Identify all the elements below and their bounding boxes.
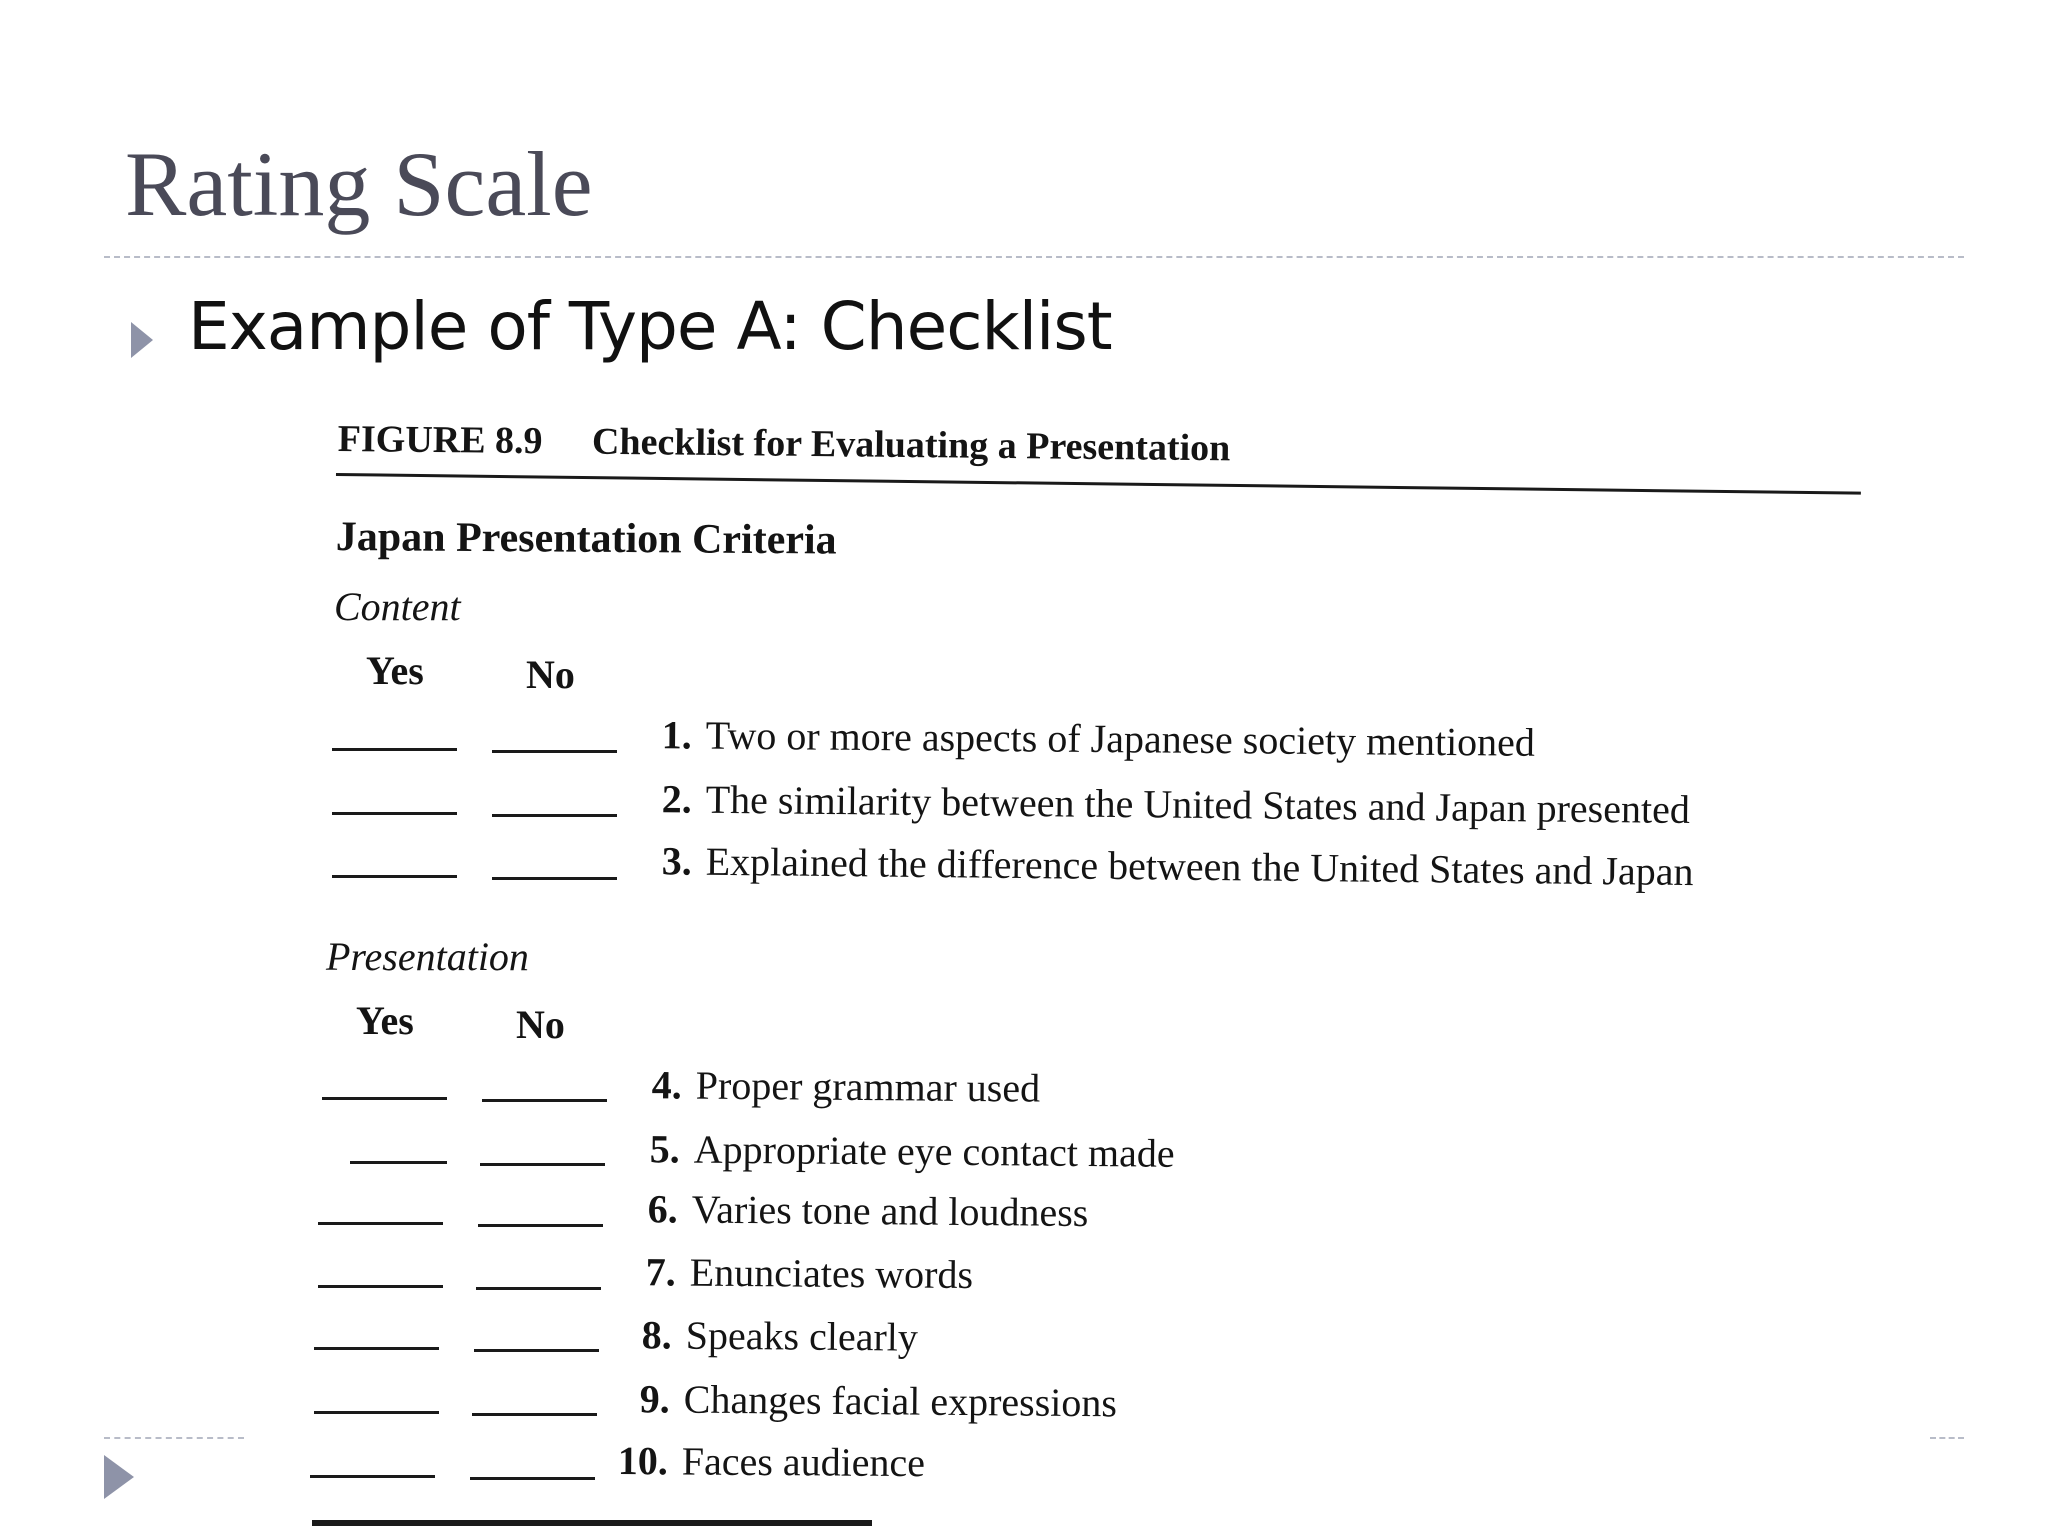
criteria-heading: Japan Presentation Criteria [335,514,837,564]
checklist-item [626,1185,1089,1236]
item-text: Explained the difference between the United States and Japan [705,838,1694,895]
item-text: Appropriate eye contact made [693,1126,1175,1176]
no-blank [492,877,617,880]
item-number: 9. [639,1376,670,1422]
checklist-item [620,1311,919,1361]
column-header-no: No [516,1002,565,1047]
yes-blank [322,1097,447,1100]
footer-divider [104,1437,244,1439]
item-number: 4. [651,1062,682,1108]
footer-divider [1930,1437,1964,1439]
section-label-presentation: Presentation [326,934,529,979]
yes-blank [332,875,457,878]
yes-blank [332,812,457,815]
slide-title: Rating Scale [125,133,593,235]
item-number: 10. [617,1438,668,1484]
yes-blank [350,1161,447,1164]
figure-caption-text: Checklist for Evaluating a Presentation [591,420,1231,470]
no-blank [492,814,617,817]
no-blank [470,1477,595,1480]
item-text: Proper grammar used [695,1062,1041,1111]
item-number: 1. [661,712,692,758]
footer-arrow-icon [104,1455,134,1499]
item-text: The similarity between the United States and Japan presented [705,776,1691,832]
no-blank [482,1099,607,1102]
yes-blank [332,748,457,751]
figure-caption [338,417,1231,470]
checklist-item [616,1437,926,1486]
checklist-item [628,1125,1175,1177]
no-blank [472,1413,597,1416]
bullet-text: Example of Type A: Checklist [188,288,1112,365]
no-blank [492,750,617,753]
checklist-item [630,1061,1041,1112]
item-number: 8. [641,1312,672,1358]
item-number: 6. [647,1186,678,1232]
no-blank [474,1349,599,1352]
section-label-content: Content [334,584,461,629]
yes-blank [318,1222,443,1225]
checklist-item [640,837,1694,895]
item-text: Faces audience [681,1438,926,1486]
item-number: 7. [645,1249,676,1295]
item-number: 2. [661,776,692,822]
item-text: Varies tone and loudness [691,1186,1089,1236]
item-text: Enunciates words [689,1249,974,1298]
checklist-item [640,775,1691,833]
yes-blank [314,1411,439,1414]
figure-rule [336,473,1861,495]
yes-blank [314,1347,439,1350]
title-divider [104,256,1964,258]
column-header-yes: Yes [356,998,414,1043]
yes-blank [318,1285,443,1288]
bullet-arrow-icon [131,322,153,358]
item-number: 3. [661,838,692,884]
column-header-no: No [526,652,575,697]
item-text: Changes facial expressions [683,1376,1118,1426]
checklist-item [618,1375,1118,1426]
checklist-item [640,711,1536,766]
item-text: Two or more aspects of Japanese society mentioned [705,712,1536,765]
item-number: 5. [649,1126,680,1172]
checklist-figure [300,405,1890,1536]
checklist-item [624,1248,974,1298]
item-text: Speaks clearly [685,1312,919,1360]
no-blank [478,1224,603,1227]
yes-blank [310,1475,435,1478]
figure-bottom-rule [312,1520,872,1526]
column-header-yes: Yes [366,648,424,693]
figure-label: FIGURE 8.9 [337,417,543,463]
no-blank [476,1287,601,1290]
no-blank [480,1163,605,1166]
